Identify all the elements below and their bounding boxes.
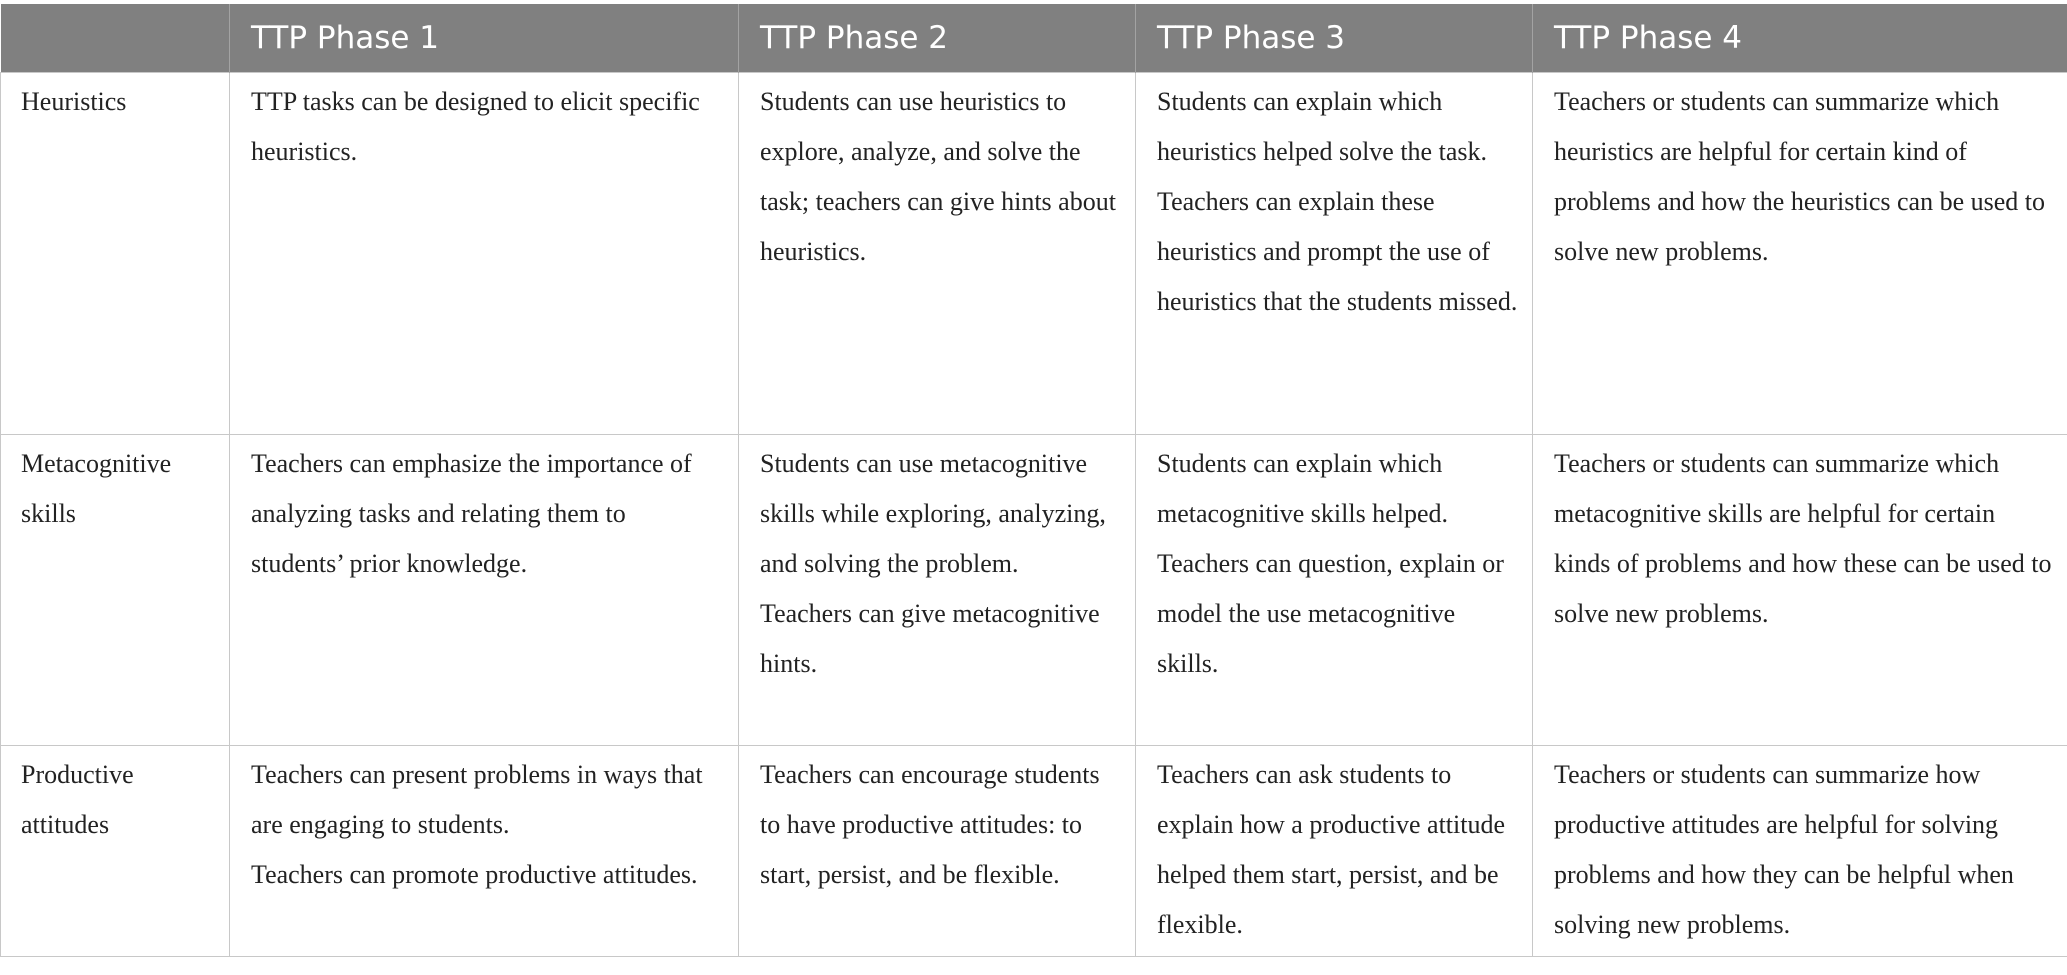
cell-phase-3 <box>1136 73 1533 435</box>
cell-text: Teachers or students can summarize how productive attitudes are helpful for solving problems and how they can be helpful when solving new problems. <box>1554 760 2014 939</box>
cell-text: Students can use metacognitive skills while exploring, analyzing, and solving the problem. <box>760 449 1106 578</box>
table-row-heuristics <box>1 73 2067 435</box>
cell-text: Teachers can present problems in ways that are engaging to students. <box>251 760 703 839</box>
header-phase-2: TTP Phase 2 <box>739 4 1136 73</box>
ttp-phases-table <box>0 4 2067 957</box>
cell-phase-1 <box>230 435 739 746</box>
cell-text: TTP tasks can be designed to elicit specific heuristics. <box>251 87 700 166</box>
cell-text: Teachers can emphasize the importance of analyzing tasks and relating them to students’ prior knowledge. <box>251 449 692 578</box>
cell-phase-4 <box>1533 73 2067 435</box>
header-row <box>1 4 2067 73</box>
header-phase-4: TTP Phase 4 <box>1533 4 2067 73</box>
row-label: Metacognitive skills <box>1 435 230 746</box>
table-row-productive-attitudes <box>1 746 2067 957</box>
cell-text: Teachers can give metacognitive hints. <box>760 599 1100 678</box>
cell-phase-2 <box>739 435 1136 746</box>
cell-text: Students can use heuristics to explore, analyze, and solve the task; teachers can give hints about heuristics. <box>760 87 1116 266</box>
cell-phase-3 <box>1136 746 1533 957</box>
cell-phase-4 <box>1533 746 2067 957</box>
row-label: Productive attitudes <box>1 746 230 957</box>
cell-phase-1 <box>230 746 739 957</box>
header-phase-1: TTP Phase 1 <box>230 4 739 73</box>
cell-text: Teachers can encourage students to have productive attitudes: to start, persist, and be flexible. <box>760 760 1100 889</box>
cell-text: Teachers can explain these heuristics and prompt the use of heuristics that the students missed. <box>1157 187 1518 316</box>
cell-phase-3 <box>1136 435 1533 746</box>
cell-text: Students can explain which metacognitive skills helped. <box>1157 449 1448 528</box>
cell-phase-4 <box>1533 435 2067 746</box>
cell-text: Teachers or students can summarize which heuristics are helpful for certain kind of problems and how the heuristics can be used to solve new problems. <box>1554 87 2045 266</box>
header-corner <box>1 4 230 73</box>
cell-phase-1 <box>230 73 739 435</box>
cell-text: Teachers can question, explain or model the use metacognitive skills. <box>1157 549 1504 678</box>
cell-text: Teachers can promote productive attitudes. <box>251 860 698 889</box>
row-label: Heuristics <box>1 73 230 435</box>
cell-text: Students can explain which heuristics helped solve the task. <box>1157 87 1487 166</box>
cell-text: Teachers or students can summarize which metacognitive skills are helpful for certain kinds of problems and how these can be used to solve new problems. <box>1554 449 2052 628</box>
cell-phase-2 <box>739 746 1136 957</box>
table-row-metacognitive-skills <box>1 435 2067 746</box>
cell-phase-2 <box>739 73 1136 435</box>
header-phase-3: TTP Phase 3 <box>1136 4 1533 73</box>
cell-text: Teachers can ask students to explain how a productive attitude helped them start, persist, and be flexible. <box>1157 760 1506 939</box>
